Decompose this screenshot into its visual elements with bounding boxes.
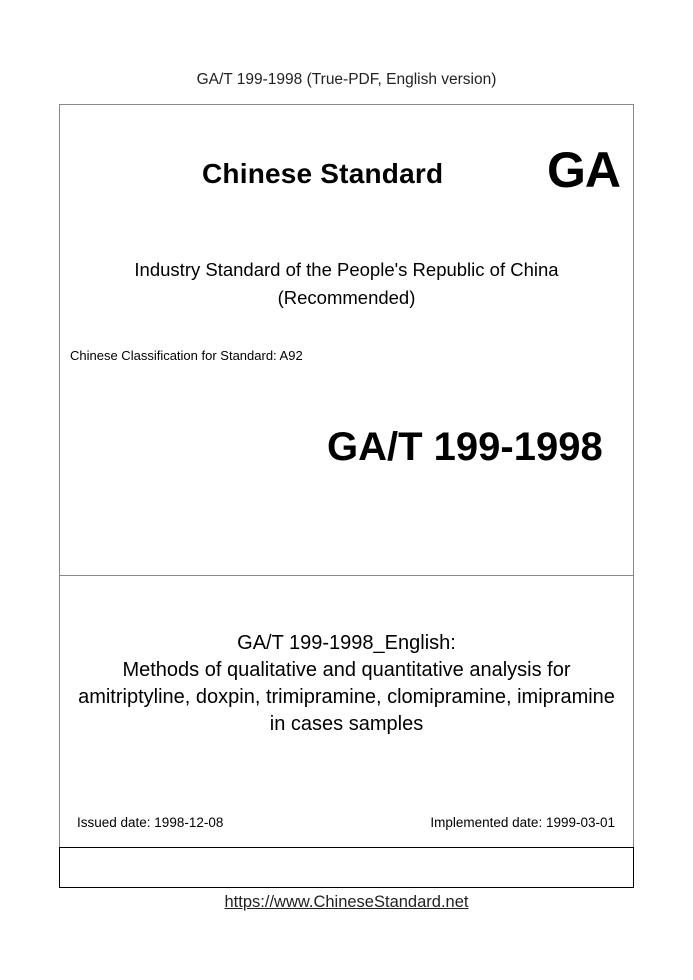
document-title-line: amitriptyline, doxpin, trimipramine, clomipramine, imipramine bbox=[78, 686, 615, 708]
document-title-line: Methods of qualitative and quantitative analysis for bbox=[122, 659, 571, 681]
implemented-date: Implemented date: 1999-03-01 bbox=[430, 815, 615, 830]
classification-text: Chinese Classification for Standard: A92 bbox=[70, 348, 303, 363]
document-title bbox=[59, 630, 634, 738]
standard-name: Chinese Standard bbox=[202, 158, 444, 189]
standard-mark: GA bbox=[547, 142, 620, 198]
issued-date: Issued date: 1998-12-08 bbox=[77, 815, 224, 830]
website-link[interactable]: https://www.ChineseStandard.net bbox=[224, 893, 469, 911]
document-title-line: GA/T 199-1998_English: bbox=[237, 632, 456, 654]
standard-number: GA/T 199-1998 bbox=[327, 425, 603, 469]
industry-standard-line: Industry Standard of the People's Republic of China bbox=[134, 259, 559, 280]
recommended-label: (Recommended) bbox=[277, 287, 416, 308]
page-header-title: GA/T 199-1998 (True-PDF, English version) bbox=[196, 71, 497, 88]
footer-empty-box bbox=[59, 847, 634, 888]
document-title-line: in cases samples bbox=[269, 713, 424, 735]
